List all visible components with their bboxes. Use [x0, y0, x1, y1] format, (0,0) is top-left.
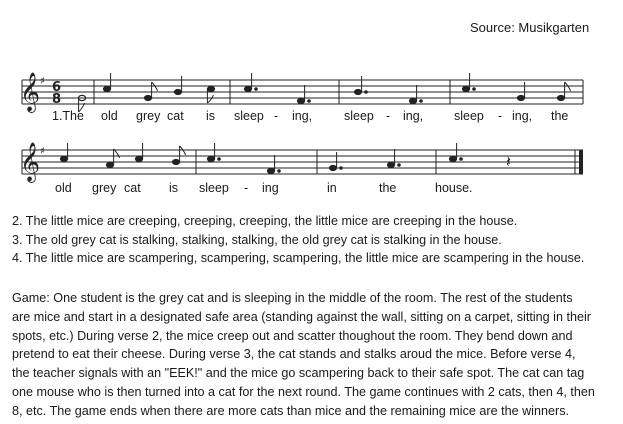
game-line: spots, etc.) During verse 2, the mice creep out and scatter thoughout the room. They bend down and [12, 328, 573, 343]
lyric-hyphen: - [244, 181, 249, 195]
game-line: the teacher signals with an "EEK!" and the mice go scampering back to their safe spot. The cat can tag [12, 366, 585, 381]
verse-2: 2. The little mice are creeping, creeping, creeping, the little mice are creeping in the house. [12, 214, 518, 228]
lyric-word: cat [167, 109, 184, 123]
lyric-word: the [379, 181, 397, 195]
game-instructions [12, 289, 612, 421]
lyric-word: the [551, 109, 569, 123]
lyric-word: is [169, 181, 179, 195]
lyric-word: house. [435, 181, 473, 195]
lyric-word: in [327, 181, 337, 195]
lyric-word: old [55, 181, 72, 195]
verse-4: 4. The little mice are scampering, scampering, scampering, the little mice are scampering in the house. [12, 251, 585, 265]
svg-text:6: 6 [52, 80, 62, 95]
lyric-word: ing, [403, 109, 424, 123]
svg-text:♯: ♯ [40, 76, 45, 87]
lyric-word: sleep [234, 109, 264, 123]
svg-text:𝄞: 𝄞 [20, 142, 41, 182]
lyric-word: is [206, 109, 216, 123]
lyric-hyphen: - [274, 109, 279, 123]
sheet-music [0, 0, 623, 210]
verse-3: 3. The old grey cat is stalking, stalking, stalking, the old grey cat is stalking in the house. [12, 232, 502, 247]
additional-verses [12, 212, 584, 268]
lyric-hyphen: - [386, 109, 391, 123]
lyric-word: grey [92, 181, 117, 195]
svg-text:8: 8 [52, 92, 62, 107]
source-credit: Source: Musikgarten [470, 20, 590, 35]
lyric-word: sleep [344, 109, 374, 123]
lyric-word: old [101, 109, 118, 123]
lyric-word: sleep [199, 181, 229, 195]
lyric-word: ing, [292, 109, 313, 123]
svg-text:𝄽: 𝄽 [506, 152, 511, 171]
svg-text:𝄞: 𝄞 [20, 72, 41, 112]
lyric-word: ing, [512, 109, 533, 123]
lyric-hyphen: - [498, 109, 503, 123]
game-line: Game: One student is the grey cat and is sleeping in the middle of the room. The rest of the students [12, 291, 573, 305]
game-line: pretend to eat their cheese. During verse 3, the cat stands and stalks aroud the mice. Before verse 4, [12, 347, 576, 362]
game-line: 8, etc. The game ends when there are more cats than mice and the remaining mice are the winners. [12, 403, 569, 418]
lyric-word: grey [136, 109, 161, 123]
game-line: are mice and start in a designated safe area (standing against the wall, sitting on a carpet, sitting in their [12, 309, 591, 324]
game-line: one mouse who is then turned into a cat for the next round. The game continues with 2 cats, then 4, then [12, 384, 595, 399]
lyric-word: 1.The [52, 109, 84, 123]
lyric-word: sleep [454, 109, 484, 123]
svg-text:♯: ♯ [40, 146, 45, 157]
lyric-word: ing [262, 181, 279, 195]
lyric-word: cat [124, 181, 141, 195]
